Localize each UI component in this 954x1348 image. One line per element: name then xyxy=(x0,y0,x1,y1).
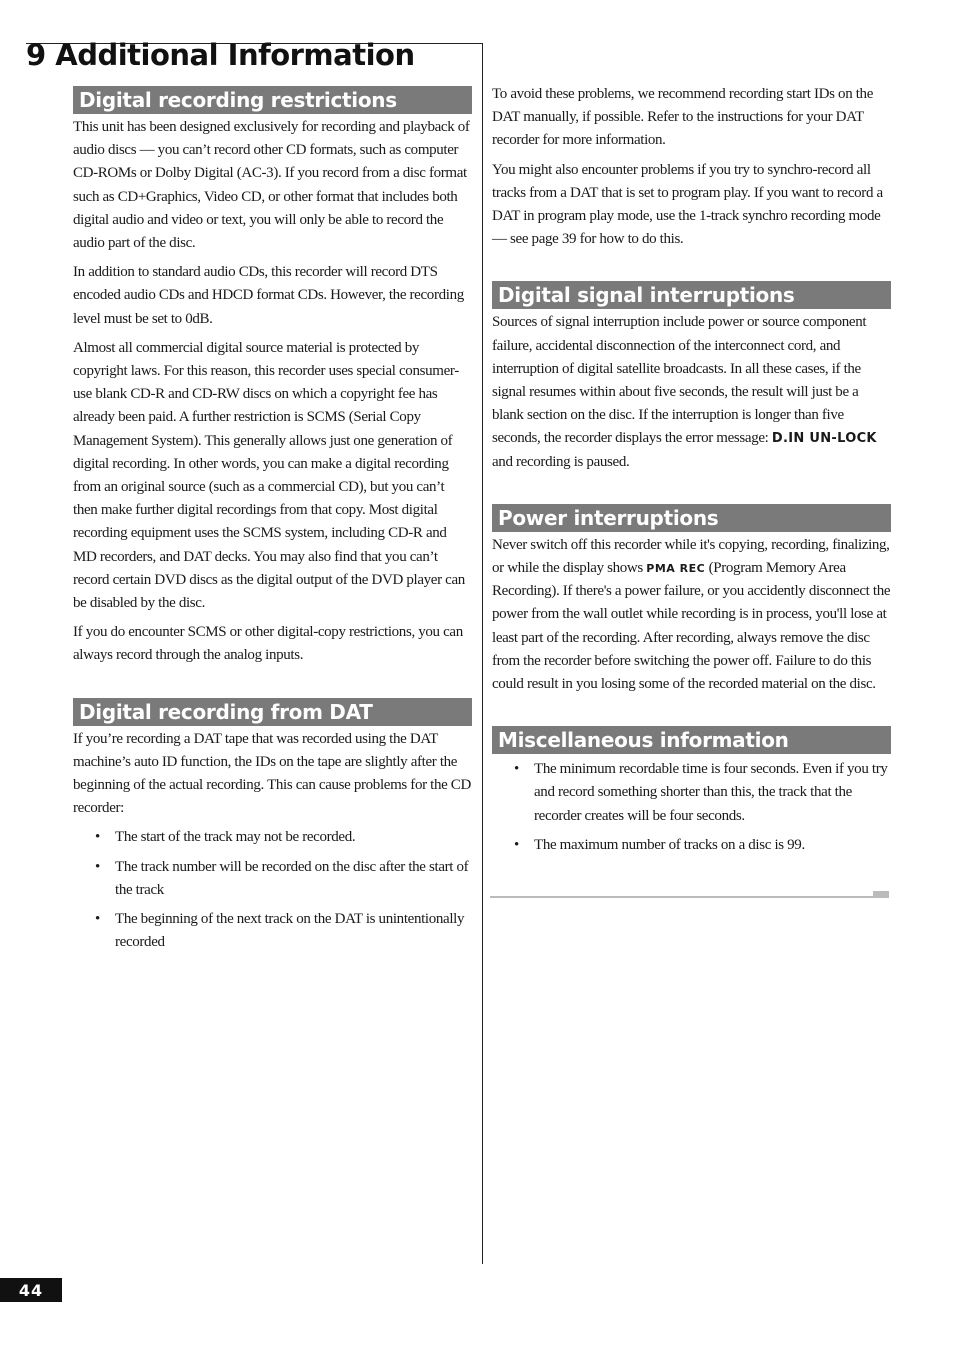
section-heading: Digital recording from DAT xyxy=(73,698,472,726)
section-heading: Digital signal interruptions xyxy=(492,281,891,309)
section-heading: Power interruptions xyxy=(492,504,891,532)
paragraph: Sources of signal interruption include power or source component failure, accidental disconnection of the interconnect cord, and interruption of digital satellite broadcasts. In all these cases, if the signal resumes within about five seconds, the result will just be a blank section on the disc. If the interruption is longer than five seconds, the recorder displays the error message: D.IN UN-LOCK and recording is paused. xyxy=(492,314,877,470)
section-digital-signal-interruptions xyxy=(492,281,891,473)
bullet-list xyxy=(73,826,472,954)
section-end-marker xyxy=(873,891,889,896)
section-power-interruptions xyxy=(492,504,891,696)
bullet-list xyxy=(492,758,891,857)
paragraph: If you do encounter SCMS or other digital-copy restrictions, you can always record through the analog inputs. xyxy=(73,624,463,664)
section-end-rule xyxy=(490,896,889,898)
right-column xyxy=(492,83,891,863)
paragraph: To avoid these problems, we recommend recording start IDs on the DAT manually, if possible. Refer to the instructions for your DAT recorder for more information. xyxy=(492,86,874,149)
display-message: D.IN UN-LOCK xyxy=(771,431,877,447)
section-heading: Digital recording restrictions xyxy=(73,86,472,114)
paragraph: Never switch off this recorder while it's copying, recording, finalizing, or while the display shows PMA REC (Program Memory Area Recording). If there's a power failure, or you accidently disconnect the power from the wall outlet while recording is in process, you'll lose at least part of the recording. After recording, always remove the disc from the recorder before switching the power off. Failure to do this could result in you losing some of the recorded material on the disc. xyxy=(492,536,891,693)
section-digital-recording-from-dat xyxy=(73,698,472,955)
list-item: • The beginning of the next track on the DAT is unintentionally recorded xyxy=(73,908,472,954)
paragraph: This unit has been designed exclusively for recording and playback of audio discs — you can’t record other CD formats, such as computer CD-ROMs or Dolby Digital (AC-3). If you record from a disc format such as CD+Graphics, Video CD, or other format that includes both digital audio and video or text, you will only be able to record the audio part of the disc. xyxy=(73,119,470,252)
paragraph: In addition to standard audio CDs, this recorder will record DTS encoded audio CDs and HDCD format CDs. However, the recording level must be set to 0dB. xyxy=(73,264,464,327)
page-number: 44 xyxy=(0,1278,62,1302)
left-column xyxy=(73,86,472,961)
list-item: • The maximum number of tracks on a disc is 99. xyxy=(492,834,891,857)
list-item: • The track number will be recorded on the disc after the start of the track xyxy=(73,856,472,902)
paragraph: You might also encounter problems if you try to synchro-record all tracks from a DAT that is set to program play. If you want to record a DAT in program play mode, use the 1-track synchro recording mode — see page 39 for how to do this. xyxy=(492,161,883,248)
section-digital-recording-restrictions xyxy=(73,86,472,668)
list-item: • The minimum recordable time is four seconds. Even if you try and record something shorter than this, the track that the recorder creates will be four seconds. xyxy=(492,758,891,828)
paragraph: If you’re recording a DAT tape that was recorded using the DAT machine’s auto ID function, the IDs on the tape are slightly after the beginning of the actual recording. This can cause problems for the CD recorder: xyxy=(73,730,471,817)
chapter-title: 9 Additional Information xyxy=(26,38,415,72)
display-message: PMA REC xyxy=(646,562,706,576)
list-item: • The start of the track may not be recorded. xyxy=(73,826,472,849)
section-miscellaneous-information xyxy=(492,726,891,857)
section-heading: Miscellaneous information xyxy=(492,726,891,754)
paragraph: Almost all commercial digital source material is protected by copyright laws. For this reason, this recorder uses special consumer-use blank CD-R and CD-RW discs on which a copyright fee has already been paid. A further restriction is SCMS (Serial Copy Management System). This generally allows just one generation of digital recording. In other words, you can make a digital recording from an original source (such as a commercial CD), but you can’t then make further digital recordings from that copy. Most digital recording equipment uses the SCMS system, including CD-R and MD recorders, and DAT decks. You may also find that you can’t record certain DVD discs as the digital output of the DVD player can be disabled by the disc. xyxy=(73,339,465,612)
column-divider xyxy=(482,43,483,1264)
